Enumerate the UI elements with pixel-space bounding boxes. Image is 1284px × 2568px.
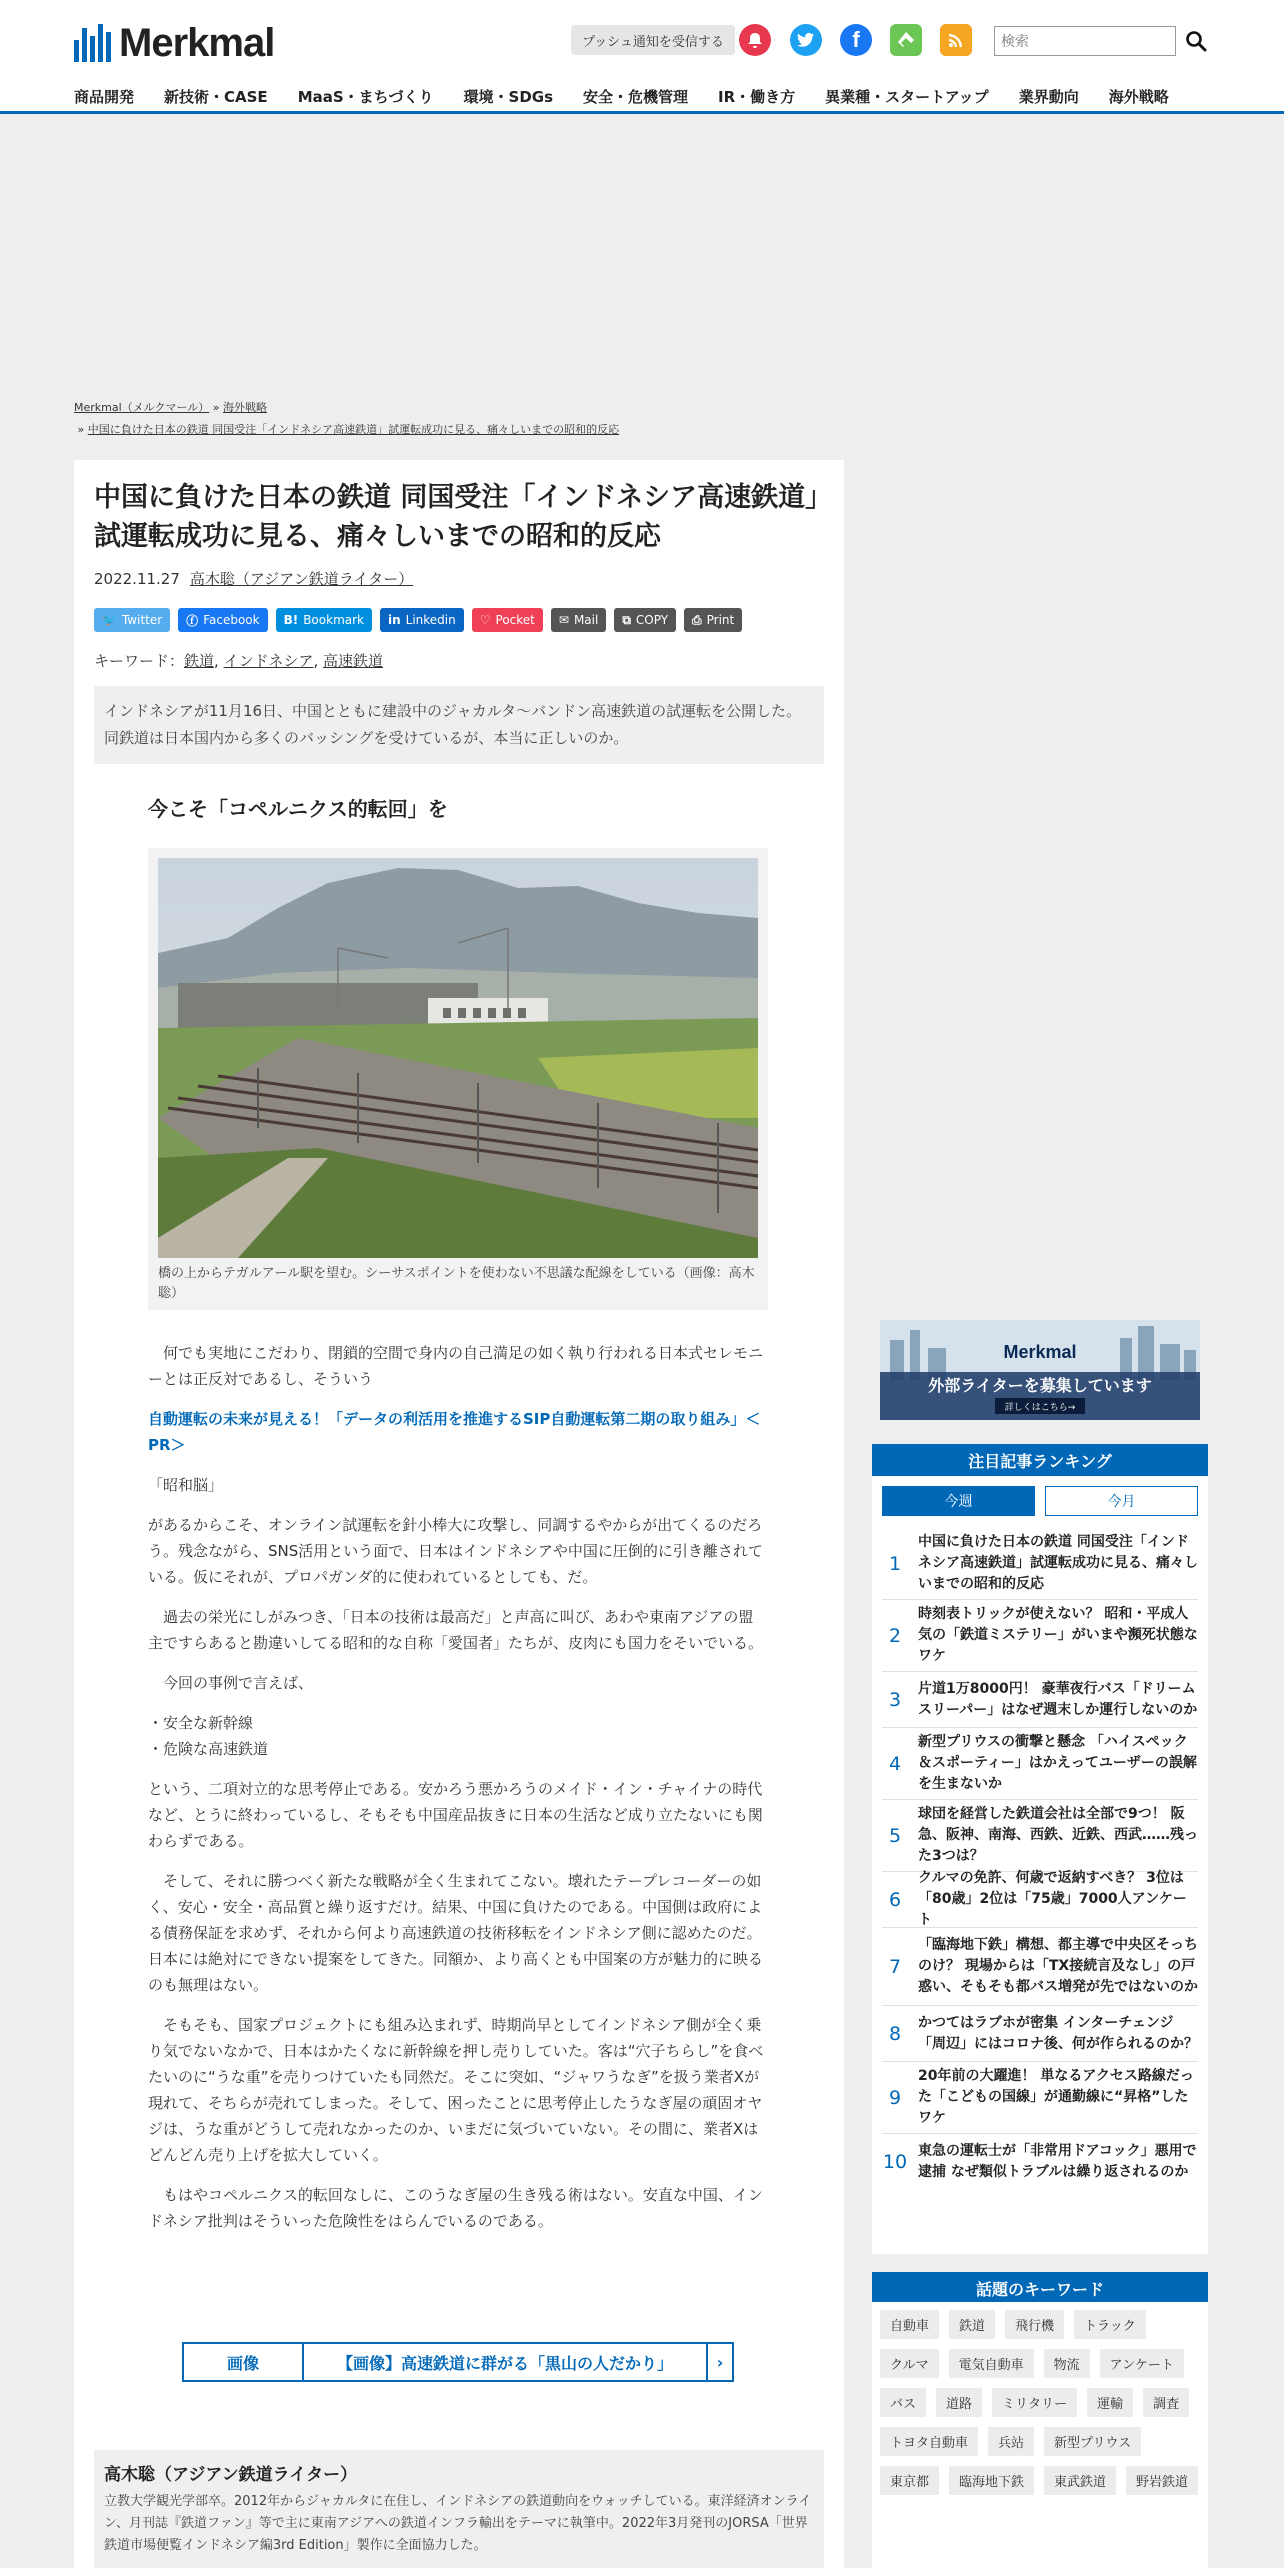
keyword-tag[interactable]: 物流 [1044, 2349, 1090, 2378]
rank-title: 東急の運転士が「非常用ドアコック」悪用で逮捕 なぜ類似トラブルは繰り返されるのか [918, 2143, 1197, 2180]
banner-button: 詳しくはこちら→ [995, 1398, 1085, 1414]
article-figure [148, 848, 768, 1310]
keyword-tag[interactable]: 飛行機 [1005, 2310, 1064, 2339]
keyword-link[interactable]: 高速鉄道 [322, 652, 383, 670]
keyword-tag[interactable]: 新型プリウス [1044, 2427, 1141, 2456]
keyword-tag[interactable]: 自動車 [880, 2310, 939, 2339]
rank-number: 7 [888, 1955, 902, 1978]
rank-number: 4 [888, 1752, 902, 1775]
rank-number: 8 [888, 2022, 902, 2045]
keyword-tag[interactable]: 兵站 [988, 2427, 1034, 2456]
print-icon: ⎙ [692, 612, 702, 627]
ranking-item[interactable] [882, 1728, 1198, 1800]
rank-number: 2 [888, 1624, 902, 1647]
ranking-item[interactable] [882, 2006, 1198, 2062]
ranking-item[interactable] [882, 1600, 1198, 1672]
author-bio: 立教大学観光学部卒。2012年からジャカルタに在住し、インドネシアの鉄道動向をウォッチしている。東洋経済オンライン、月刊誌『鉄道ファン』等で主に東南アジアへの鉄道インフラ輸出をテーマに執筆中。2022年3月発刊のJORSA「世界鉄道市場便覧インドネシア編3rd Edition」製作に全面協力した。 [104, 2494, 812, 2553]
site-logo[interactable] [74, 22, 274, 64]
rank-title: 球団を経営した鉄道会社は全部で9つ！ 阪急、阪神、南海、西鉄、近鉄、西武……残った3つは？ [918, 1806, 1198, 1864]
paragraph: 過去の栄光にしがみつき、「日本の技術は最高だ」と声高に叫び、あわや東南アジアの盟主ですらあると勘違いしてる昭和的な自称「愛国者」たちが、皮肉にも国力をそいでいる。 [148, 1608, 764, 1652]
banner-headline: 外部ライターを募集しています [928, 1376, 1152, 1395]
railway-photo[interactable] [158, 858, 758, 1258]
notification-bell-icon[interactable] [739, 24, 771, 56]
keyword-tag[interactable]: 運輸 [1087, 2388, 1133, 2417]
rank-title: 20年前の大躍進！ 単なるアクセス路線だった「こどもの国線」が通勤線に“昇格”したワケ [918, 2068, 1194, 2126]
breadcrumb-category[interactable]: 海外戦略 [222, 401, 267, 414]
keyword-tag[interactable]: 東京都 [880, 2466, 939, 2495]
article-subheading: 今こそ「コペルニクス的転回」を [148, 797, 448, 821]
keyword-tag[interactable]: 鉄道 [949, 2310, 995, 2339]
paragraph: もはやコペルニクス的転回なしに、このうなぎ屋の生き残る術はない。安直な中国、インドネシア批判はそういった危険性をはらんでいるのである。 [148, 2186, 763, 2230]
breadcrumb-home[interactable]: Merkmal（メルクマール） [74, 401, 210, 414]
banner-logo: Merkmal [1003, 1342, 1077, 1362]
ranking-heading: 注目記事ランキング [872, 1444, 1208, 1476]
rank-title: かつてはラブホが密集 インターチェンジ「周辺」にはコロナ後、何が作られるのか？ [918, 2014, 1198, 2052]
rank-title: 新型プリウスの衝撃と懸念 「ハイスペック＆スポーティー」はかえってユーザーの誤解を生まないか [918, 1734, 1197, 1792]
tab-week[interactable]: 今週 [882, 1486, 1035, 1516]
paragraph: 何でも実地にこだわり、閉鎖的空間で身内の自己満足の如く執り行われる日本式セレモニーとは正反対であるし、そういう [148, 1344, 764, 1388]
list-item: ・安全な新幹線 [148, 1714, 254, 1732]
nav-item-maas[interactable]: MaaS・まちづくり [297, 88, 434, 106]
breadcrumb: Merkmal（メルクマール） » 海外戦略 » 中国に負けた日本の鉄道 同国受注「インドネシア高速鉄道」試運転成功に見る、痛々しいまでの昭和的反応 [74, 401, 620, 436]
author-link[interactable]: 高木聡（アジアン鉄道ライター） [189, 570, 414, 588]
breadcrumb-current[interactable]: 中国に負けた日本の鉄道 同国受注「インドネシア高速鉄道」試運転成功に見る、痛々しいまでの昭和的反応 [87, 423, 620, 436]
share-buttons [94, 608, 742, 632]
nav-item-overseas[interactable]: 海外戦略 [1108, 88, 1169, 106]
rank-number: 1 [888, 1552, 902, 1575]
author-profile [94, 2450, 824, 2568]
ranking-box [872, 1476, 1208, 2254]
share-mail-button[interactable]: ✉ Mail [551, 608, 606, 632]
article-keywords: キーワード：鉄道, インドネシア, 高速鉄道 [94, 652, 383, 670]
linkedin-icon: in [388, 613, 401, 627]
image-link-text: 【画像】高速鉄道に群がる「黒山の人だかり」 [336, 2353, 673, 2373]
article-meta [94, 568, 413, 589]
keyword-tag[interactable]: 道路 [936, 2388, 982, 2417]
facebook-icon[interactable]: f [840, 24, 872, 56]
nav-item-startup[interactable]: 異業種・スタートアップ [825, 88, 989, 106]
article-title: 中国に負けた日本の鉄道 同国受注「インドネシア高速鉄道」試運転成功に見る、痛々しいまでの昭和的反応 [94, 482, 819, 552]
search-icon[interactable] [1182, 26, 1210, 56]
paragraph: 「昭和脳」 [148, 1476, 224, 1494]
rss-icon[interactable] [940, 24, 972, 56]
writer-recruit-banner[interactable] [880, 1320, 1200, 1420]
keyword-tag[interactable]: 臨海地下鉄 [949, 2466, 1034, 2495]
rank-title: 時刻表トリックが使えない？ 昭和・平成人気の「鉄道ミステリー」がいまや瀕死状態なワケ [918, 1606, 1198, 1664]
rank-number: 3 [888, 1688, 902, 1711]
push-notification-button[interactable]: プッシュ通知を受信する [571, 25, 735, 55]
twitter-icon[interactable] [790, 24, 822, 56]
keywords-heading: 話題のキーワード [872, 2272, 1208, 2304]
paragraph: という、二項対立的な思考停止である。安かろう悪かろうのメイド・イン・チャイナの時代など、とうに終わっているし、そもそも中国産品抜きに日本の生活など成り立たないにも関わらずである。 [148, 1780, 763, 1850]
nav-item-product[interactable]: 商品開発 [74, 88, 135, 106]
article [74, 460, 844, 2568]
rank-title: 「臨海地下鉄」構想、都主導で中央区そっちのけ？ 現場からは「TX接続言及なし」の戸惑い、そもそも都バス増発が先ではないのか [918, 1937, 1198, 1995]
paragraph: があるからこそ、オンライン試運転を針小棒大に攻撃し、同調するやからが出てくるのだろう。残念ながら、SNS活用という面で、日本はインドネシアや中国に圧倒的に引き離されている。仮にそれが、プロパガンダ的に使われているとしても、だ。 [148, 1516, 763, 1586]
keyword-tag[interactable]: 電気自動車 [949, 2349, 1034, 2378]
article-lead: インドネシアが11月16日、中国とともに建設中のジャカルタ～バンドン高速鉄道の試運転を公開した。同鉄道は日本国内から多くのバッシングを受けているが、本当に正しいのか。 [94, 686, 824, 764]
article-date: 2022.11.27 [94, 570, 180, 588]
paragraph: 今回の事例で言えば、 [163, 1674, 314, 1692]
nav-item-environment[interactable]: 環境・SDGs [463, 88, 554, 106]
image-link-label: 画像 [184, 2344, 304, 2380]
rank-number: 6 [888, 1888, 902, 1911]
rank-title: クルマの免許、何歳で返納すべき？ 3位は「80歳」2位は「75歳」7000人アンケート [918, 1870, 1187, 1928]
twitter-icon: 🐦 [102, 613, 117, 627]
rank-title: 中国に負けた日本の鉄道 同国受注「インドネシア高速鉄道」試運転成功に見る、痛々しいまでの昭和的反応 [918, 1534, 1198, 1592]
paragraph: そして、それに勝つべく新たな戦略が全く生まれてこない。壊れたテープレコーダーの如く、安心・安全・高品質と繰り返すだけ。結果、中国に負けたのである。中国側は政府による債務保証を求めず、それから何より高速鉄道の技術移転をインドネシア側に認めたのだ。日本には絶対にできない提案をしてきた。同額か、より高くとも中国案の方が魅力的に映るのも無理はない。 [148, 1872, 764, 1994]
main-nav [74, 86, 1199, 112]
copy-icon: ⧉ [622, 612, 631, 627]
hatena-bookmark-icon: B! [283, 613, 299, 627]
paragraph: そもそも、国家プロジェクトにも組み込まれず、時期尚早としてインドネシア側が全く乗り気でないなかで、日本はかたくなに新幹線を押し売りしていた。客は“穴子ちらし”を食べたいのに“うな重”を売りつけていたも同然だ。そこに突如、“ジャワうなぎ”を扱う業者Xが現れて、そちらが売れてしまった。そして、困ったことに思考停止したうなぎ屋の頑固オヤジは、うな重がどうして売れなかったのか、いまだに気づいていない。その間に、業者Xはどんどん売り上げを拡大していく。 [148, 2016, 764, 2164]
figure-caption: 橋の上からテガルアール駅を望む。シーサスポイントを使わない不思議な配線をしている（画像：高木聡） [158, 1266, 755, 1301]
keyword-tag[interactable]: トヨタ自動車 [880, 2427, 978, 2456]
share-hatena-button[interactable]: B! Bookmark [276, 608, 372, 632]
mail-icon: ✉ [558, 613, 569, 627]
ranking-item[interactable] [882, 1928, 1198, 2006]
keywords-box [872, 2302, 1208, 2568]
keyword-tag[interactable]: 野岩鉄道 [1126, 2466, 1198, 2495]
nav-item-ir[interactable]: IR・働き方 [718, 88, 796, 106]
ranking-item[interactable] [882, 1672, 1198, 1728]
keyword-tag[interactable]: 東武鉄道 [1044, 2466, 1116, 2495]
ranking-item[interactable] [882, 1872, 1198, 1928]
ranking-list [882, 1528, 1198, 2190]
share-twitter-button[interactable]: 🐦 Twitter [94, 608, 170, 632]
search-input[interactable] [994, 26, 1176, 56]
ranking-tabs [882, 1486, 1198, 1516]
keyword-tag[interactable]: 調査 [1143, 2388, 1189, 2417]
ranking-item[interactable] [882, 2062, 1198, 2134]
print-button[interactable]: ⎙ Print [684, 608, 742, 632]
keyword-tag[interactable]: バス [880, 2388, 926, 2417]
rank-number: 9 [888, 2086, 902, 2109]
share-linkedin-button[interactable]: in Linkedin [380, 608, 464, 632]
pocket-icon: ♡ [479, 613, 491, 627]
ranking-item[interactable] [882, 1528, 1198, 1600]
rank-title: 片道1万8000円！ 豪華夜行バス「ドリームスリーパー」はなぜ週末しか運行しないのか [918, 1680, 1198, 1718]
article-body [148, 1340, 768, 2248]
keyword-tag[interactable]: クルマ [880, 2349, 939, 2378]
keyword-link[interactable]: 鉄道 [184, 652, 215, 670]
site-header [0, 0, 1284, 114]
keyword-tag[interactable]: トラック [1074, 2310, 1146, 2339]
list-item: ・危険な高速鉄道 [148, 1740, 269, 1758]
pr-link[interactable]: 自動運転の未来が見える！「データの利活用を推進するSIP自動運転第二期の取り組み」＜PR＞ [148, 1410, 761, 1454]
ranking-item[interactable] [882, 1800, 1198, 1872]
keyword-tag[interactable]: アンケート [1100, 2349, 1184, 2378]
tab-month[interactable]: 今月 [1045, 1486, 1198, 1516]
keyword-tags [880, 2310, 1200, 2495]
feedly-icon[interactable] [890, 24, 922, 56]
image-gallery-link[interactable] [182, 2342, 734, 2382]
keyword-tag[interactable]: ミリタリー [992, 2388, 1077, 2417]
nav-item-safety[interactable]: 安全・危機管理 [583, 88, 689, 106]
share-facebook-button[interactable]: ⓕ Facebook [178, 608, 267, 632]
nav-item-tech[interactable]: 新技術・CASE [164, 88, 268, 106]
logo-bars-icon [74, 24, 111, 62]
keyword-link[interactable]: インドネシア [223, 652, 314, 670]
ranking-item[interactable] [882, 2134, 1198, 2190]
chevron-right-icon: › [706, 2344, 732, 2380]
copy-link-button[interactable]: ⧉ COPY [614, 608, 676, 632]
nav-item-industry[interactable]: 業界動向 [1018, 88, 1079, 106]
author-name: 高木聡（アジアン鉄道ライター） [104, 2465, 358, 2485]
share-pocket-button[interactable]: ♡ Pocket [472, 608, 543, 632]
facebook-icon: ⓕ [186, 613, 199, 628]
rank-number: 10 [882, 2151, 908, 2173]
rank-number: 5 [888, 1824, 902, 1847]
logo-text: Merkmal [119, 21, 275, 65]
